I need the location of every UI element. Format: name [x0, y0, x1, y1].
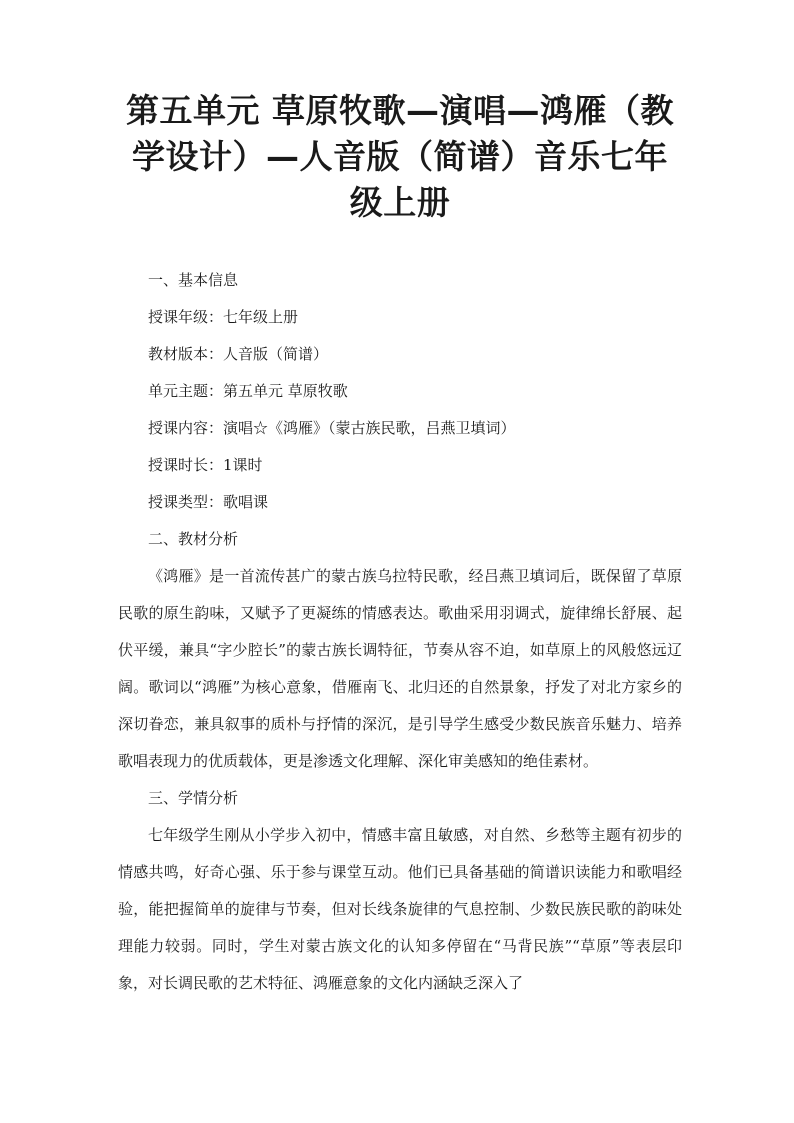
info-duration: 授课时长：1课时 — [148, 456, 263, 474]
info-type: 授课类型：歌唱课 — [148, 493, 269, 511]
section-heading-student-analysis: 三、学情分析 — [148, 789, 239, 807]
section-heading-material-analysis: 二、教材分析 — [148, 530, 239, 548]
material-analysis-paragraph: 《鸿雁》是一首流传甚广的蒙古族乌拉特民歌，经吕燕卫填词后，既保留了草原民歌的原生韵味，又赋予了更凝练的情感表达。歌曲采用羽调式，旋律绵长舒展、起伏平缓，兼具“字少腔长”的蒙古族长调特征，节奏从容不迫，如草原上的风般悠远辽阔。歌词以“鸿雁”为核心意象，借雁南飞、北归还的自然景象，抒发了对北方家乡的深切眷恋，兼具叙事的质朴与抒情的深沉，是引导学生感受少数民族音乐魅力、培养歌唱表现力的优质载体，更是渗透文化理解、深化审美感知的绝佳素材。 — [118, 567, 682, 770]
info-textbook: 教材版本：人音版（简谱） — [148, 345, 329, 363]
info-grade: 授课年级：七年级上册 — [148, 308, 299, 326]
student-analysis-paragraph: 七年级学生刚从小学步入初中，情感丰富且敏感，对自然、乡愁等主题有初步的情感共鸣，好奇心强、乐于参与课堂互动。他们已具备基础的简谱识读能力和歌唱经验，能把握简单的旋律与节奏，但对长线条旋律的气息控制、少数民族民歌的韵味处理能力较弱。同时，学生对蒙古族文化的认知多停留在“马背民族”“草原”等表层印象，对长调民歌的艺术特征、鸿雁意象的文化内涵缺乏深入了 — [118, 826, 682, 992]
document-body — [118, 262, 682, 1002]
section-heading-basic-info: 一、基本信息 — [148, 271, 239, 289]
info-content: 授课内容：演唱☆《鸿雁》（蒙古族民歌，吕燕卫填词） — [148, 419, 516, 437]
info-unit: 单元主题：第五单元 草原牧歌 — [148, 382, 348, 400]
document-title: 第五单元 草原牧歌—演唱—鸿雁（教学设计）—人音版（简谱）音乐七年级上册 — [126, 91, 674, 222]
